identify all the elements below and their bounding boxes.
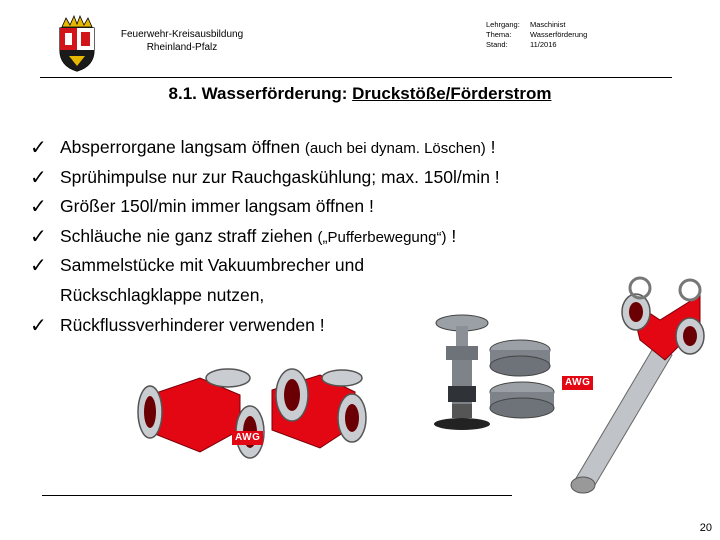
bullet-text: Rückschlagklappe nutzen, [60,284,265,305]
bullet-note: („Pufferbewegung“) [317,228,447,246]
bullet-end: ! [446,225,457,246]
coupling-upper-image [490,340,550,376]
coupling-lower-image [490,382,554,418]
bullet-text: Sammelstücke mit Vakuumbrecher und [60,255,365,276]
org-line-2: Rheinland-Pfalz [146,42,218,53]
org-line-1: Feuerwehr-Kreisausbildung [120,29,244,40]
page-number: 20 [699,522,712,534]
bullet-text: Sprühimpulse nur zur Rauchgaskühlung; max. 150l/min ! [60,166,500,187]
collecting-head-right-image [272,369,366,448]
meta-value: Wasserförderung [530,30,588,39]
brand-label: AWG [562,376,593,390]
footer-divider [42,495,512,496]
meta-key: Lehrgang: [486,20,520,29]
title-underlined: Druckstöße/Förderstrom [352,84,552,103]
bullet-note: (auch bei dynam. Löschen) [304,140,486,157]
meta-value: Maschinist [530,20,566,29]
check-icon: ✓ [30,312,47,337]
bullet-text: Größer 150l/min immer langsam öffnen ! [60,196,374,217]
meta-key: Thema: [486,30,512,39]
title-prefix: 8.1. Wasserförderung: [168,84,353,103]
meta-key: Stand: [486,40,508,49]
meta-value: 11/2016 [530,40,557,49]
bullet-text: Rückflussverhinderer verwenden ! [60,314,325,335]
valve-spindle-image [434,315,490,430]
check-icon: ✓ [30,164,47,189]
check-icon: ✓ [30,135,47,159]
check-icon: ✓ [30,223,47,248]
bullet-end: ! [485,137,496,157]
check-icon: ✓ [30,253,47,278]
check-icon: ✓ [30,194,47,219]
bullet-text: Schläuche nie ganz straff ziehen [60,225,318,246]
bullet-text: Absperrorgane langsam öffnen [60,137,305,157]
brand-label: AWG [232,431,263,445]
